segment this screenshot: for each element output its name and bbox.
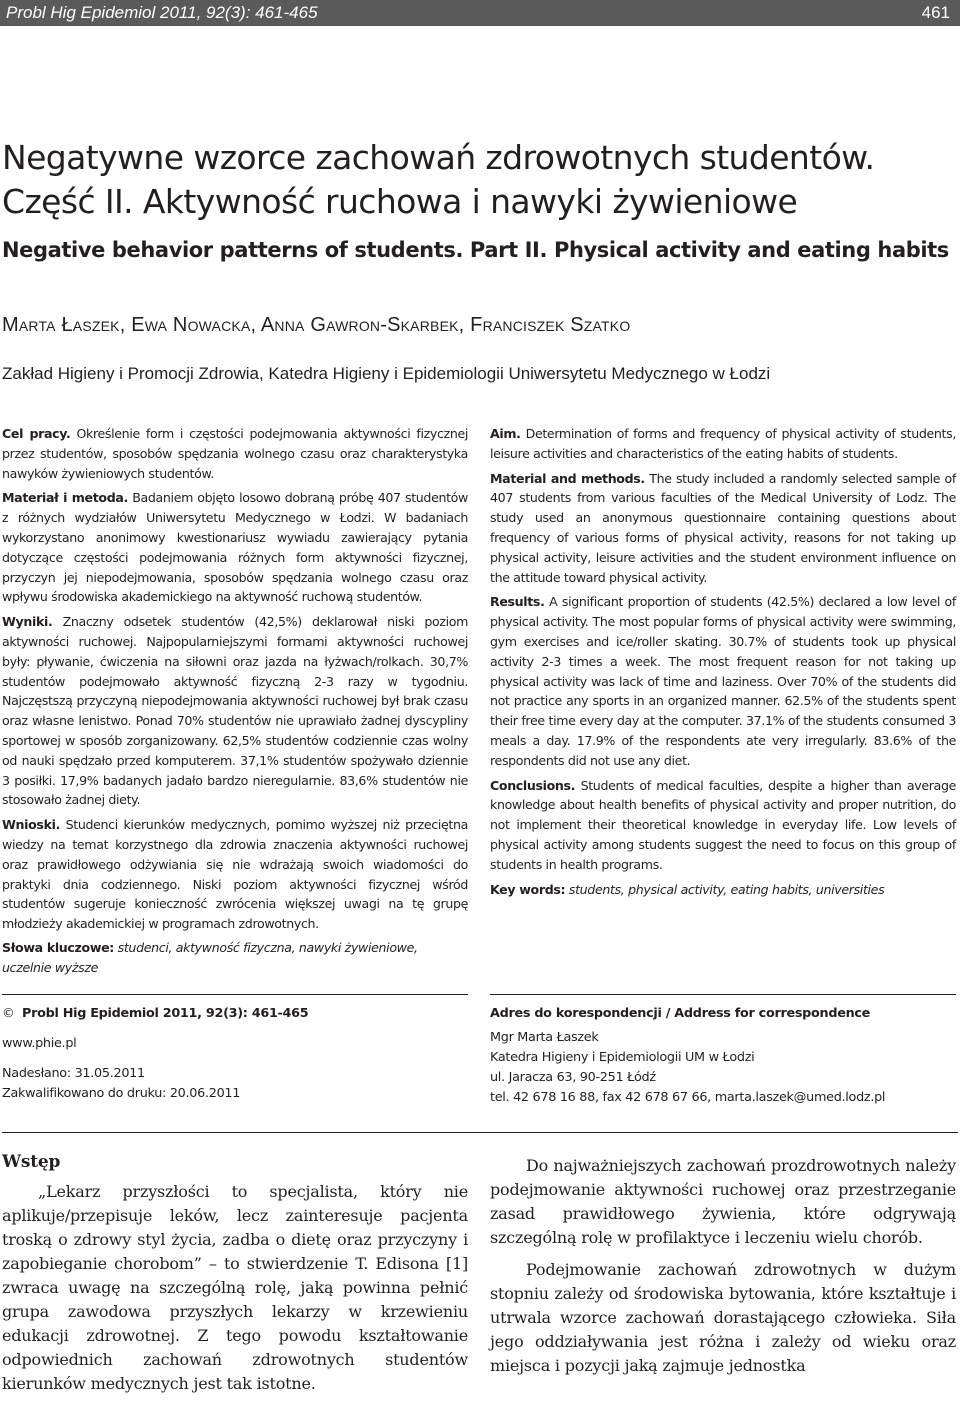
abstract-en-results: Results. A significant proportion of students (42.5%) declared a low level of physical activity. The most popular forms of physical activity were swimming, gym exercises and ice/roller skating. 30.7% of students took up physical activity 2-3 times a week. The most frequent reason for not taking up physical activity was lack of time and laziness. Over 70% of the students did not practice any sports in an organized manner. 62.5% of the students spent their free time every day at the computer. 37.1% of the students consumed 3 meals a day. 17.9% of the respondents ate very irregularly. 83.6% of the respondents did not use any diet. bbox=[490, 594, 956, 768]
publication-info bbox=[2, 1004, 468, 1104]
intro-paragraph-3: Podejmowanie zachowań zdrowotnych w dużym stopniu zależy od środowiska bytowania, które kształtuje i utrwala wzorce zachowań dorastającego człowieka. Siła jego oddziaływania jest różna i zależy od wieku oraz miejsca i pozycji jaką zajmuje jednostka bbox=[490, 1260, 956, 1375]
abstract-en bbox=[490, 424, 956, 880]
correspondence-contact: tel. 42 678 16 88, fax 42 678 67 66, marta.laszek@umed.lodz.pl bbox=[490, 1090, 886, 1105]
intro-heading: Wstęp bbox=[2, 1152, 61, 1172]
abstract-pl bbox=[2, 424, 468, 939]
abstract-pl-methods: Materiał i metoda. Badaniem objęto losowo dobraną próbę 407 studentów z różnych wydziałów Uniwersytetu Medycznego w Łodzi. W badaniach wykorzystano anonimowy kwestionariusz wywiadu zawierający pytania dotyczące częstości podejmowania różnych form aktywności fizycznej, przyczyn jej niepodejmowania, sposobów spędzania wolnego czasu oraz wpływu środowiska akademickiego na aktywność ruchową studentów. bbox=[2, 490, 468, 605]
keywords-en: Key words: students, physical activity, eating habits, universities bbox=[490, 882, 885, 897]
article-title-en: Negative behavior patterns of students. Part II. Physical activity and eating habits bbox=[2, 238, 949, 262]
abstract-pl-results: Wyniki. Znaczny odsetek studentów (42,5%) deklarował niski poziom aktywności ruchowej. Najpopularniejszymi formami aktywności ruchowej były: pływanie, ćwiczenia na siłowni oraz jazda na łyżwach/rolkach. 30,7% studentów podejmowało aktywność fizyczną 2-3 razy w tygodniu. Najczęstszą przyczyną niepodejmowania aktywności ruchowej był brak czasu oraz własne lenistwo. Ponad 70% studentów nie uprawiało żadnej dyscypliny sportowej w sposób zorganizowany. 62,5% studentów codziennie czas wolny od nauki spędzało przed komputerem. 37,1% studentów spożywało dziennie 3 posiłki. 17,9% badanych jadało bardzo nieregularnie. 83,6% studentów nie stosowało żadnej diety. bbox=[2, 614, 468, 808]
affiliation: Zakład Higieny i Promocji Zdrowia, Katedra Higieny i Epidemiologii Uniwersytetu Medycznego w Łodzi bbox=[2, 364, 771, 383]
journal-citation: © Probl Hig Epidemiol 2011, 92(3): 461-465 bbox=[2, 1006, 309, 1021]
intro-right bbox=[490, 1154, 956, 1378]
authors: Marta Łaszek, Ewa Nowacka, Anna Gawron-Skarbek, Franciszek Szatko bbox=[2, 314, 631, 336]
divider-left bbox=[2, 994, 468, 995]
correspondence-institution: Katedra Higieny i Epidemiologii UM w Łodzi bbox=[490, 1050, 755, 1065]
keywords-pl: Słowa kluczowe: studenci, aktywność fizyczna, nawyki żywieniowe, uczelnie wyższe bbox=[2, 940, 418, 975]
header-journal-ref: Probl Hig Epidemiol 2011, 92(3): 461-465 bbox=[6, 3, 318, 22]
accepted-date: Zakwalifikowano do druku: 20.06.2011 bbox=[2, 1086, 241, 1101]
intro-left bbox=[2, 1150, 468, 1396]
running-header bbox=[0, 0, 960, 26]
intro-paragraph-1: „Lekarz przyszłości to specjalista, który nie aplikuje/przepisuje leków, lecz zainteresuje pacjenta troską o zdrowy styl życia, zadba o dietę oraz przyczyny i zapobieganie chorobom” – to stwierdzenie T. Edisona [1] zwraca uwagę na szczególną rolę, jaką powinna pełnić grupa zawodowa przyszłych lekarzy w krzewieniu edukacji zdrowotnej. Z tego powodu kształtowanie odpowiednich zachowań zdrowotnych studentów kierunków medycznych jest tak istotne. bbox=[2, 1182, 468, 1393]
divider-right bbox=[490, 994, 956, 995]
correspondence bbox=[490, 1004, 956, 1108]
correspondence-name: Mgr Marta Łaszek bbox=[490, 1030, 599, 1045]
abstract-pl-aim: Cel pracy. Określenie form i częstości podejmowania aktywności fizycznej przez studentów, sposobów spędzania wolnego czasu oraz charakterystyka nawyków żywieniowych studentów. bbox=[2, 426, 469, 481]
correspondence-heading: Adres do korespondencji / Address for correspondence bbox=[490, 1006, 871, 1021]
title-line-2: Część II. Aktywność ruchowa i nawyki żywieniowe bbox=[2, 182, 798, 221]
submitted-date: Nadesłano: 31.05.2011 bbox=[2, 1066, 145, 1081]
title-line-1: Negatywne wzorce zachowań zdrowotnych studentów. bbox=[2, 138, 875, 177]
copyright-icon: © bbox=[2, 1006, 15, 1021]
intro-paragraph-2: Do najważniejszych zachowań prozdrowotnych należy podejmowanie aktywności ruchowej oraz przestrzeganie zasad prawidłowego żywienia, które odgrywają szczególną rolę w profilaktyce i leczeniu wielu chorób. bbox=[490, 1156, 956, 1247]
abstract-en-aim: Aim. Determination of forms and frequency of physical activity of students, leisure activities and characteristics of the eating habits of students. bbox=[490, 426, 956, 461]
abstract-en-conclusions: Conclusions. Students of medical faculties, despite a higher than average knowledge about health benefits of physical activity and proper nutrition, do not implement their theoretical knowledge in everyday life. Low levels of physical activity among students suggest the need to focus on this group of students in health programs. bbox=[490, 777, 956, 872]
article-title-pl bbox=[2, 136, 952, 224]
divider-full bbox=[2, 1132, 958, 1133]
correspondence-street: ul. Jaracza 63, 90-251 Łódź bbox=[490, 1070, 656, 1085]
abstract-pl-conclusions: Wnioski. Studenci kierunków medycznych, pomimo wyższej niż przeciętna wiedzy na temat korzystnego dla zdrowia znaczenia aktywności ruchowej oraz prawidłowego odżywiania się nie wdrażają swoich wiadomości do praktyki dnia codziennego. Niski poziom aktywności fizycznej wśród studentów sugeruje konieczność zwrócenia większej uwagi na tę grupę młodzieży akademickiej w programach zdrowotnych. bbox=[2, 817, 468, 932]
page-number: 461 bbox=[921, 3, 950, 22]
website-link[interactable]: www.phie.pl bbox=[2, 1036, 77, 1051]
abstract-en-methods: Material and methods. The study included a randomly selected sample of 407 students from various faculties of the Medical University of Lodz. The study used an anonymous questionnaire containing questions about frequency of various forms of physical activity, reasons for not taking up physical activity, leisure activities and the student environment influence on the attitude toward physical activity. bbox=[490, 470, 956, 585]
